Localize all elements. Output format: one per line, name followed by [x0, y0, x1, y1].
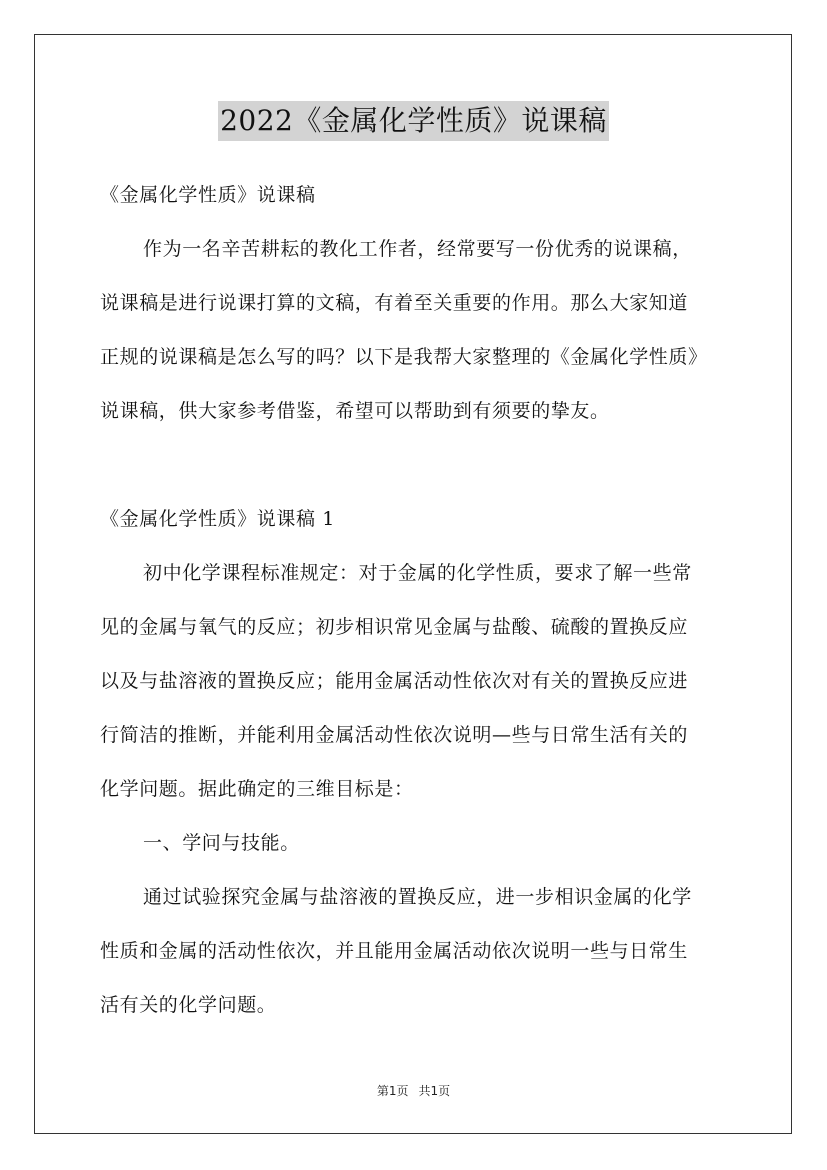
section1-heading: 《金属化学性质》说课稿 1	[100, 508, 335, 530]
goal-line-3: 活有关的化学问题。	[100, 994, 277, 1016]
goal-heading: 一、学问与技能。	[143, 832, 300, 854]
intro-line-2: 说课稿是进行说课打算的文稿，有着至关重要的作用。那么大家知道	[100, 292, 689, 314]
page-footer	[0, 1082, 827, 1099]
page-total: 共1页	[418, 1084, 451, 1098]
section1-line-4: 行简洁的推断，并能利用金属活动性依次说明—些与日常生活有关的	[100, 724, 689, 746]
document-subtitle: 《金属化学性质》说课稿	[100, 184, 316, 206]
intro-line-4: 说课稿，供大家参考借鉴，希望可以帮助到有须要的挚友。	[100, 400, 610, 422]
document-title: 2022《金属化学性质》说课稿	[218, 101, 609, 141]
intro-line-3: 正规的说课稿是怎么写的吗？以下是我帮大家整理的《金属化学性质》	[100, 346, 708, 368]
section1-line-1: 初中化学课程标准规定：对于金属的化学性质，要求了解一些常	[143, 562, 692, 584]
section1-line-3: 以及与盐溶液的置换反应；能用金属活动性依次对有关的置换反应进	[100, 670, 689, 692]
title-container	[0, 101, 827, 141]
goal-line-1: 通过试验探究金属与盐溶液的置换反应，进一步相识金属的化学	[143, 886, 692, 908]
section1-line-2: 见的金属与氧气的反应；初步相识常见金属与盐酸、硫酸的置换反应	[100, 616, 689, 638]
section1-line-5: 化学问题。据此确定的三维目标是：	[100, 778, 414, 800]
page-number: 第1页	[376, 1084, 409, 1098]
intro-line-1: 作为一名辛苦耕耘的教化工作者，经常要写一份优秀的说课稿，	[143, 238, 692, 260]
goal-line-2: 性质和金属的活动性依次，并且能用金属活动依次说明一些与日常生	[100, 940, 689, 962]
